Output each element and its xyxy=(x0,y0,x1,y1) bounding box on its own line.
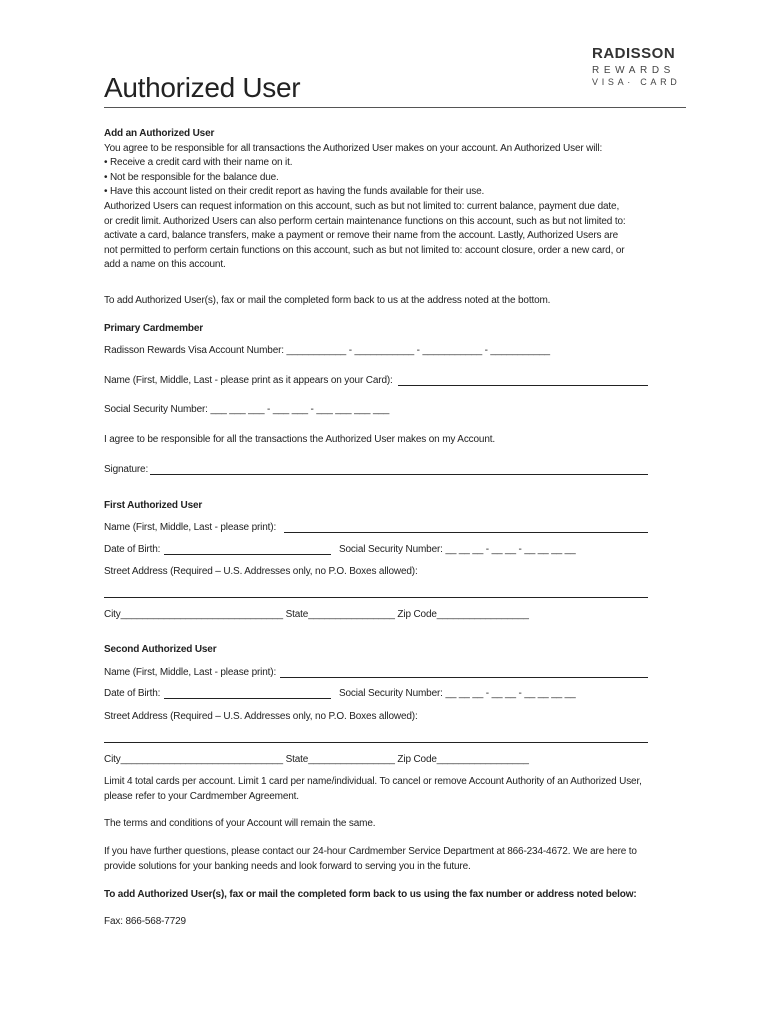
second-user-name-label: Name (First, Middle, Last - please print): xyxy=(104,667,277,678)
signature-label: Signature: xyxy=(104,464,149,475)
second-user-name-field[interactable] xyxy=(280,677,648,678)
primary-ssn-field[interactable]: Social Security Number: ___ ___ ___ - ___ ___ - ___ ___ ___ ___ xyxy=(104,404,390,415)
primary-name-label: Name (First, Middle, Last - please print as it appears on your Card): xyxy=(104,375,393,386)
limit-line: Limit 4 total cards per account. Limit 1 card per name/individual. To cancel or remove Account Authority of an Authorized User, xyxy=(104,776,642,787)
bullet-item: • Receive a credit card with their name on it. xyxy=(104,157,293,169)
bullet-item: • Have this account listed on their credit report as having the funds available for their use. xyxy=(104,186,485,198)
card-limit-note xyxy=(104,775,664,804)
bullet-item: • Not be responsible for the balance due. xyxy=(104,171,279,183)
fax-mail-note: To add Authorized User(s), fax or mail the completed form back to us at the address noted at the bottom. xyxy=(104,295,551,306)
intro-body-line: or credit limit. Authorized Users can also perform certain maintenance functions on this account, such as but not limited to: xyxy=(104,215,626,227)
fax-number: Fax: 866-568-7729 xyxy=(104,916,186,927)
first-user-dob-label: Date of Birth: xyxy=(104,544,161,555)
first-authorized-user-heading: First Authorized User xyxy=(104,500,203,511)
title-divider xyxy=(104,107,686,108)
second-user-city-state-zip[interactable]: City______________________________ State________________ Zip Code_________________ xyxy=(104,754,529,765)
first-user-dob-field[interactable] xyxy=(164,554,331,555)
first-user-address-label: Street Address (Required – U.S. Addresses only, no P.O. Boxes allowed): xyxy=(104,566,418,577)
questions-line: provide solutions for your banking needs and look forward to serving you in the future. xyxy=(104,860,471,872)
primary-name-field[interactable] xyxy=(398,385,648,386)
intro-body-line: add a name on this account. xyxy=(104,259,226,271)
intro-line: You agree to be responsible for all transactions the Authorized User makes on your account. An Authorized User will: xyxy=(104,142,603,154)
primary-cardmember-heading: Primary Cardmember xyxy=(104,323,204,334)
first-user-ssn-field[interactable]: Social Security Number: __ __ __ - __ __ - __ __ __ __ xyxy=(339,544,576,555)
second-user-dob-field[interactable] xyxy=(164,698,331,699)
first-user-city-state-zip[interactable]: City______________________________ State________________ Zip Code_________________ xyxy=(104,609,529,620)
account-number-field[interactable]: Radisson Rewards Visa Account Number: ___________ - ___________ - ___________ - ___________ xyxy=(104,345,550,356)
intro-section xyxy=(104,127,664,273)
terms-note: The terms and conditions of your Account will remain the same. xyxy=(104,818,376,829)
intro-body-line: not permitted to perform certain functions on this account, such as but not limited to: account closure, order a new card, or xyxy=(104,244,625,256)
first-user-name-label: Name (First, Middle, Last - please print): xyxy=(104,522,277,533)
second-user-address-label: Street Address (Required – U.S. Addresses only, no P.O. Boxes allowed): xyxy=(104,711,418,722)
first-user-name-field[interactable] xyxy=(284,532,648,533)
radisson-rewards-logo xyxy=(592,46,702,88)
agreement-text: I agree to be responsible for all the transactions the Authorized User makes on my Account. xyxy=(104,434,496,445)
limit-line: please refer to your Cardmember Agreement. xyxy=(104,790,299,802)
second-user-dob-label: Date of Birth: xyxy=(104,688,161,699)
intro-body-line: activate a card, balance transfers, make a payment or remove their name from the account. Lastly, Authorized Users are xyxy=(104,230,619,242)
logo-line-3: VISA· CARD xyxy=(592,77,681,87)
second-authorized-user-heading: Second Authorized User xyxy=(104,644,217,655)
second-user-address-field[interactable] xyxy=(104,742,648,743)
first-user-address-field[interactable] xyxy=(104,597,648,598)
intro-body-line: Authorized Users can request information on this account, such as but not limited to: current balance, payment due date, xyxy=(104,200,620,212)
logo-line-1: RADISSON xyxy=(592,45,676,62)
intro-heading: Add an Authorized User xyxy=(104,128,215,139)
questions-line: If you have further questions, please contact our 24-hour Cardmember Service Department at 866-234-4672. We are here to xyxy=(104,846,637,857)
questions-note xyxy=(104,845,664,874)
page-title: Authorized User xyxy=(104,72,301,103)
signature-field[interactable] xyxy=(150,474,648,475)
logo-line-2: REWARDS xyxy=(592,65,675,76)
closing-instruction: To add Authorized User(s), fax or mail the completed form back to us using the fax number or address noted below: xyxy=(104,889,637,900)
second-user-ssn-field[interactable]: Social Security Number: __ __ __ - __ __ - __ __ __ __ xyxy=(339,688,576,699)
